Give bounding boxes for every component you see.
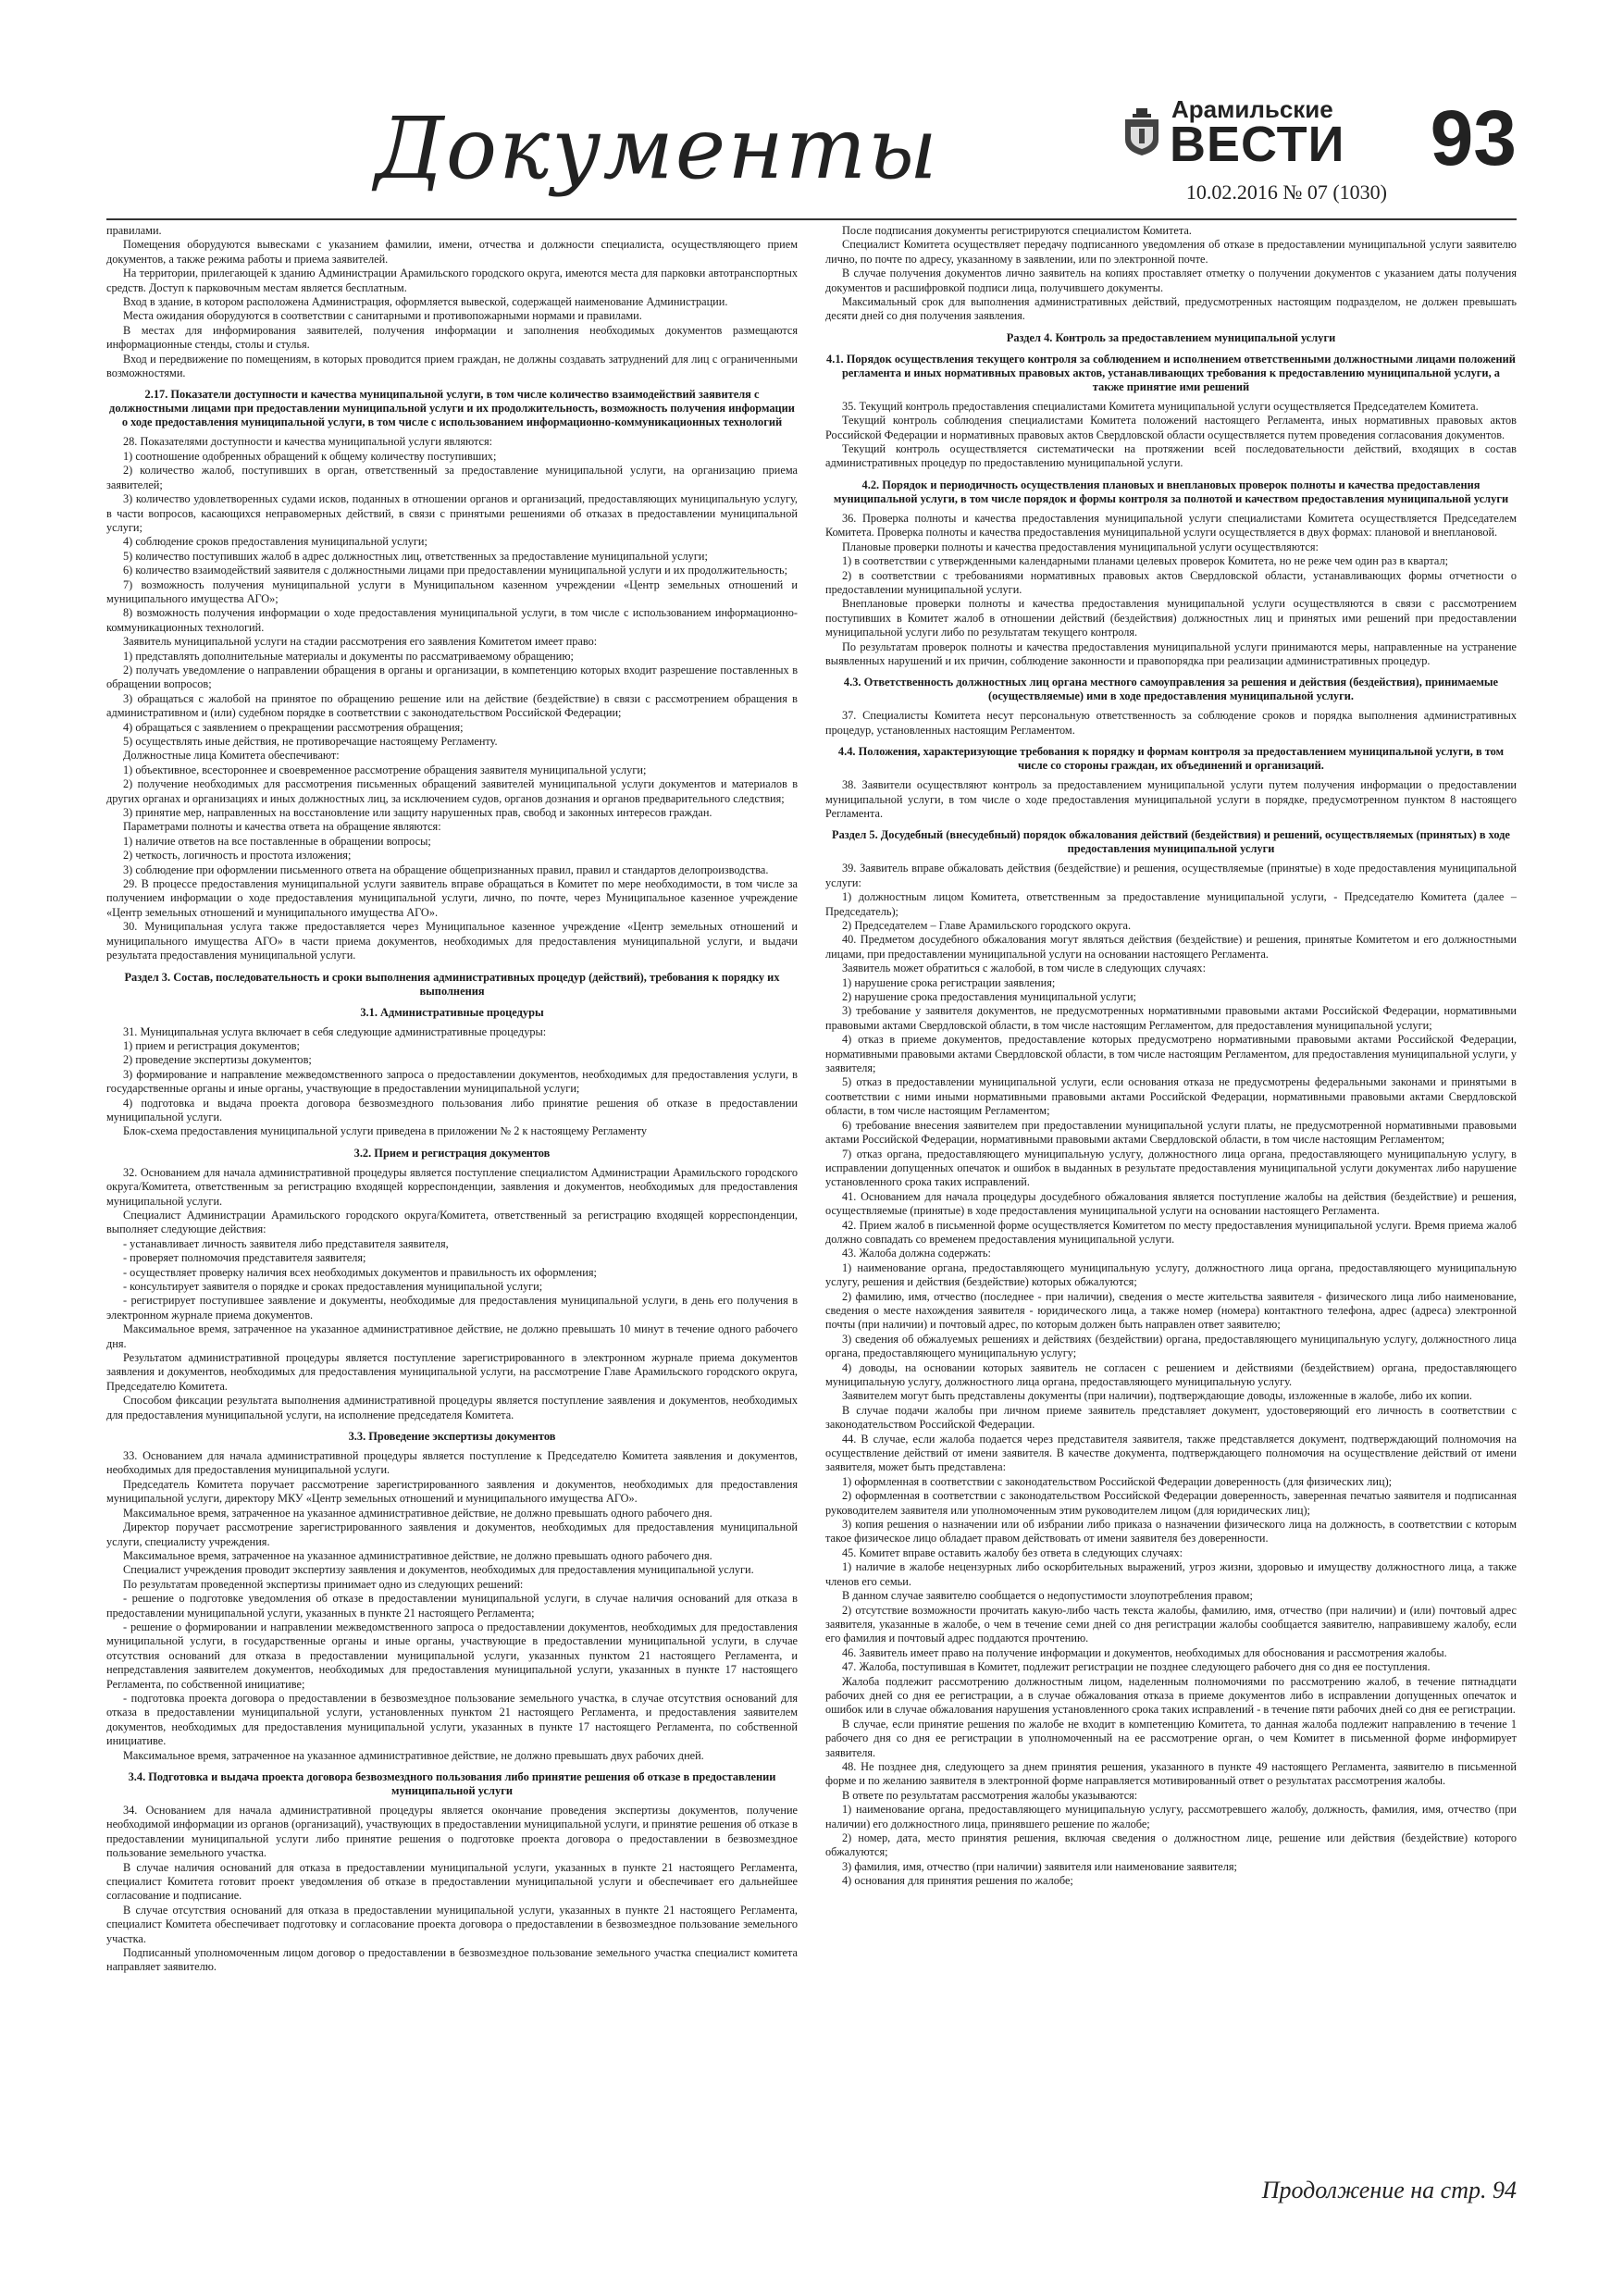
right-column-paragraph: Внеплановые проверки полноты и качества предоставления муниципальной услуги осуществляются в связи с рассмотрением поступивших в Комитет жалоб в отношении действий (бездействия) должностных лиц и принятых ими решений при предоставлении муниципальной услуги либо по результатам текущего контроля. — [825, 597, 1517, 639]
right-column-heading: Раздел 5. Досудебный (внесудебный) порядок обжалования действий (бездействия) и решений, осуществляемых (принятых) в ходе предоставления муниципальной услуги — [832, 828, 1510, 856]
right-column-paragraph: 3) фамилия, имя, отчество (при наличии) заявителя или наименование заявителя; — [842, 1859, 1237, 1873]
right-column-paragraph: 2) Председателем – Главе Арамильского городского округа. — [842, 919, 1132, 932]
left-column-paragraph: 3) соблюдение при оформлении письменного ответа на обращение общепризнанных правил, правил и стандартов делопроизводства. — [123, 863, 769, 876]
left-column-paragraph: 4) обращаться с заявлением о прекращении рассмотрения обращения; — [123, 720, 464, 734]
right-column-paragraph: В данном случае заявителю сообщается о недопустимости злоупотребления правом; — [842, 1589, 1253, 1603]
right-column-paragraph: 43. Жалоба должна содержать: — [842, 1247, 991, 1260]
left-column-paragraph: 2) получение необходимых для рассмотрения письменных обращений заявителей муниципальной услуги документов и материалов в других органах и организациях и иных должностных лиц, за исключением судов, органов дознания и органов предварительного следствия; — [106, 777, 798, 805]
left-column-paragraph: - подготовка проекта договора о предоставлении в безвозмездное пользование земельного участка, в случае отсутствия оснований для отказа в предоставлении муниципальной услуги, установленных пунктом 21 настоящего Регламента, и предоставления заявителем документов, необходимых для предоставления муниципальной услуги, указанных в пункте 17 настоящего Регламента, по собственной инициативе. — [106, 1691, 798, 1748]
left-column-paragraph: Результатом административной процедуры является поступление зарегистрированного в электронном журнале приема документов заявления и документов, необходимых для предоставления муниципальной услуги, на рассмотрение Главе Арамильского городского округа, Председателю Комитета. — [106, 1351, 798, 1393]
right-column-paragraph: 2) отсутствие возможности прочитать какую-либо часть текста жалобы, фамилию, имя, отчество (при наличии) и (или) почтовый адрес заявителя, указанные в жалобе, о чем в течение семи дней со дня регистрации жалобы сообщается заявителю, направившему жалобу, если его фамилия и почтовый адрес поддаются прочтению. — [825, 1603, 1517, 1645]
left-column-paragraph: 4) подготовка и выдача проекта договора безвозмездного пользования либо принятие решения об отказе в предоставлении муниципальной услуги. — [106, 1096, 798, 1123]
left-column-paragraph: 2) получать уведомление о направлении обращения в органы и организации, в компетенцию которых входит разрешение поставленных в обращении вопросов; — [106, 663, 798, 691]
right-column-paragraph: 7) отказ органа, предоставляющего муниципальную услугу, должностного лица органа, предоставляющего муниципальную услугу, в исправлении допущенных опечаток и ошибок в выданных в результате предоставления муниципальной услуги документах либо нарушение установленного срока таких исправлений. — [825, 1147, 1517, 1189]
left-column-paragraph: 31. Муниципальная услуга включает в себя следующие административные процедуры: — [123, 1024, 547, 1038]
left-column-paragraph: По результатам проведенной экспертизы принимает одно из следующих решений: — [123, 1577, 524, 1591]
left-column-paragraph: 2) количество жалоб, поступивших в орган, ответственный за предоставление муниципальной услуги, на организацию приема заявителей; — [106, 464, 798, 491]
right-column-paragraph: 47. Жалоба, поступившая в Комитет, подлежит регистрации не позднее следующего рабочего дня со дня ее поступления. — [842, 1660, 1431, 1674]
left-column-paragraph: Максимальное время, затраченное на указанное административное действие, не должно превышать одного рабочего дня. — [123, 1548, 712, 1562]
right-column-paragraph: 46. Заявитель имеет право на получение информации и документов, необходимых для обоснования и рассмотрения жалобы. — [842, 1645, 1447, 1659]
left-column-paragraph: Специалист учреждения проводит экспертизу заявления и документов, необходимых для предоставления муниципальной услуги. — [123, 1563, 754, 1577]
left-column-heading: 2.17. Показатели доступности и качества муниципальной услуги, в том числе количество взаимодействий заявителя с должностными лицами при предоставлении муниципальной услуги и их продолжительность, возможность получения информации о ходе предоставления муниципальной услуги, в том числе с использованием информационно-коммуникационных технологий — [109, 388, 795, 429]
left-column-paragraph: В местах для информирования заявителей, получения информации и заполнения необходимых документов размещаются информационные стенды, столы и стулья. — [106, 323, 798, 352]
left-column-paragraph: 29. В процессе предоставления муниципальной услуги заявитель вправе обращаться в Комитет по мере необходимости, в том числе за получением информации о ходе предоставления муниципальной услуги, лично, по почте, через Муниципальное казенное учреждение «Центр земельных отношений и муниципального имущества АГО». — [106, 877, 798, 919]
left-column-paragraph: - устанавливает личность заявителя либо представителя заявителя, — [123, 1236, 449, 1250]
logo-title-top: Арамильские — [1171, 95, 1333, 123]
right-column-paragraph: Заявителем могут быть представлены документы (при наличии), подтверждающие доводы, изложенные в жалобе, либо их копии. — [842, 1389, 1472, 1403]
left-column-paragraph: 30. Муниципальная услуга также предоставляется через Муниципальное казенное учреждение «Центр земельных отношений и муниципального имущества АГО» в части приема документов, необходимых для предоставления муниципальной услуги, и выдачи результата предоставления муниципальной услуги. — [106, 920, 798, 962]
right-column-paragraph: В ответе по результатам рассмотрения жалобы указываются: — [842, 1788, 1138, 1802]
right-column-paragraph: 42. Прием жалоб в письменной форме осуществляется Комитетом по месту предоставления муниципальной услуги. Время приема жалоб должно совпадать со временем предоставления муниципальной услуги. — [825, 1218, 1517, 1246]
right-column-heading: 4.2. Порядок и периодичность осуществления плановых и внеплановых проверок полноты и качества предоставления муниципальной услуги, в том числе порядок и формы контроля за полнотой и качеством предоставления муниципальной услуги — [833, 478, 1509, 505]
left-column-paragraph: Подписанный уполномоченным лицом договор о предоставлении в безвозмездное пользование земельного участка специалист комитета направляет заявителю. — [106, 1946, 798, 1974]
left-column-heading: 3.2. Прием и регистрация документов — [353, 1146, 551, 1160]
left-column-paragraph: 1) прием и регистрация документов; — [123, 1038, 300, 1052]
right-column-paragraph: 40. Предметом досудебного обжалования могут являться действия (бездействие) и решения, принятые Комитетом и его должностными лицами, при предоставлении муниципальной услуги на основании настоящего Регламента. — [825, 933, 1517, 961]
right-column-heading: Раздел 4. Контроль за предоставлением муниципальной услуги — [1006, 330, 1336, 344]
left-column-paragraph: Директор поручает рассмотрение зарегистрированного заявления и документов, необходимых для предоставления муниципальной услуги, специалисту учреждения. — [106, 1520, 798, 1548]
left-column-paragraph: 5) осуществлять иные действия, не противоречащие настоящему Регламенту. — [123, 735, 498, 748]
right-column-paragraph: 2) нарушение срока предоставления муниципальной услуги; — [842, 990, 1136, 1004]
right-column-paragraph: 1) наличие в жалобе нецензурных либо оскорбительных выражений, угроз жизни, здоровью и имуществу должностного лица, а также членов его семьи. — [825, 1560, 1517, 1588]
right-column-paragraph: 6) требование внесения заявителем при предоставлении муниципальной услуги платы, не предусмотренной нормативными правовыми актами Российской Федерации, нормативными правовыми актами Свердловской области, в том числе настоящим Регламентом; — [825, 1118, 1517, 1147]
right-column — [825, 224, 1517, 2158]
left-column-paragraph: 1) объективное, всестороннее и своевременное рассмотрение обращения заявителя муниципальной услуги; — [123, 763, 647, 776]
right-column-paragraph: 41. Основанием для начала процедуры досудебного обжалования является поступление жалобы на действия (бездействие) и решения, осуществляемые (принятые) в ходе предоставления муниципальной услуги на основании настоящего Регламента. — [825, 1189, 1517, 1218]
right-column-paragraph: 39. Заявитель вправе обжаловать действия (бездействие) и решения, осуществляемые (принятые) в ходе предоставления муниципальной услуги: — [825, 862, 1517, 889]
right-column-heading: 4.3. Ответственность должностных лиц органа местного самоуправления за решения и действия (бездействия), принимаемые (осуществляемые) ими в ходе предоставления муниципальной услуги. — [843, 676, 1499, 703]
left-column-paragraph: 33. Основанием для начала административной процедуры является поступление к Председателю Комитета заявления и документов, необходимых для предоставления муниципальной услуги. — [106, 1449, 798, 1477]
left-column-paragraph: 3) формирование и направление межведомственного запроса о предоставлении документов, необходимых для предоставления услуги, в государственные органы и иные органы, участвующие в предоставлении муниципальной услуги; — [106, 1067, 798, 1096]
left-column-paragraph: Вход в здание, в котором расположена Администрация, оформляется вывеской, содержащей наименование Администрации. — [123, 295, 728, 309]
left-column-paragraph: Места ожидания оборудуются в соответствии с санитарными и противопожарными нормами и правилами. — [123, 309, 642, 323]
right-column-paragraph: 1) оформленная в соответствии с законодательством Российской Федерации доверенность (для физических лиц); — [842, 1474, 1393, 1488]
right-column-heading: 4.4. Положения, характеризующие требования к порядку и формам контроля за предоставлением муниципальной услуги, в том числе со стороны граждан, их объединений и организаций. — [837, 745, 1505, 773]
left-column-paragraph: 2) четкость, логичность и простота изложения; — [123, 849, 352, 863]
right-column-paragraph: 45. Комитет вправе оставить жалобу без ответа в следующих случаях: — [842, 1545, 1183, 1559]
left-column-paragraph: 1) представлять дополнительные материалы и документы по рассматриваемому обращению; — [123, 649, 574, 663]
left-column-paragraph: - проверяет полномочия представителя заявителя; — [123, 1251, 366, 1265]
right-column-paragraph: Текущий контроль соблюдения специалистами Комитета положений настоящего Регламента, иных нормативных правовых актов Российской Федерации и нормативных правовых актов Свердловской области осуществляется путем проведения согласования документов. — [825, 414, 1517, 441]
left-column-heading: 3.4. Подготовка и выдача проекта договора безвозмездного пользования либо принятие решения об отказе в предоставлении муниципальной услуги — [128, 1770, 776, 1797]
right-column-paragraph: 4) основания для принятия решения по жалобе; — [842, 1874, 1073, 1888]
left-column-paragraph: Специалист Администрации Арамильского городского округа/Комитета, ответственный за регистрацию входящей корреспонденции, выполняет следующие действия: — [106, 1208, 798, 1236]
left-column-paragraph: Блок-схема предоставления муниципальной услуги приведена в приложении № 2 к настоящему Регламенту — [123, 1124, 648, 1138]
right-column-paragraph: Специалист Комитета осуществляет передачу подписанного уведомления об отказе в предоставлении муниципальной услуги заявителю лично, по почте по адресу, указанному в заявлении, или по электронной почте. — [825, 238, 1517, 266]
left-column-paragraph: - решение о подготовке уведомления об отказе в предоставлении муниципальной услуги, в случае наличия оснований для отказа в предоставлении муниципальной услуги, указанных в пункте 21 настоящего Регламента; — [106, 1592, 798, 1620]
left-column-paragraph: 1) соотношение одобренных обращений к общему количеству поступивших; — [123, 449, 497, 463]
right-column-heading: 4.1. Порядок осуществления текущего контроля за соблюдением и исполнением ответственными должностными лицами положений регламента и иных нормативных правовых актов, устанавливающих требования к предоставлению муниципальной услуги, а также принятие ими решений — [826, 352, 1516, 393]
left-column-paragraph: 6) количество взаимодействий заявителя с должностными лицами при предоставлении муниципальной услуги и их продолжительность; — [123, 564, 787, 577]
right-column-paragraph: После подписания документы регистрируются специалистом Комитета. — [842, 224, 1192, 237]
left-column-paragraph: 34. Основанием для начала административной процедуры является окончание проведения экспертизы документов, получение необходимой информации из органов (организаций), участвующих в предоставлении муниципальной услуги, и принятие решения об отказе в предоставлении муниципальной услуги либо принятие решения о подготовке проекта договора о предоставлении в безвозмездное пользование земельного участка. — [106, 1804, 798, 1860]
right-column-paragraph: 4) доводы, на основании которых заявитель не согласен с решением и действиями (бездействием) органа, предоставляющего муниципальную услугу, должностного лица органа, предоставляющего муниципальную услугу. — [825, 1360, 1517, 1388]
continuation-note: Продолжение на стр. 94 — [1261, 2177, 1517, 2203]
left-column-paragraph: На территории, прилегающей к зданию Администрации Арамильского городского округа, имеются места для парковки автотранспортных средств. Доступ к парковочным местам является бесплатным. — [106, 267, 798, 294]
right-column-paragraph: 1) в соответствии с утвержденными календарными планами целевых проверок Комитета, но не реже чем один раз в квартал; — [842, 554, 1449, 568]
left-column-paragraph: Параметрами полноты и качества ответа на обращение являются: — [123, 820, 441, 834]
header-rule — [106, 218, 1517, 220]
left-column-paragraph: Вход и передвижение по помещениям, в которых проводится прием граждан, не должны создавать затруднений для лиц с ограниченными возможностями. — [106, 352, 798, 380]
right-column-paragraph: 48. Не позднее дня, следующего за днем принятия решения, указанного в пункте 49 настоящего Регламента, заявителю в письменной форме и по желанию заявителя в электронной форме направляется мотивированный ответ о результатах рассмотрения жалобы. — [825, 1759, 1517, 1788]
right-column-paragraph: 38. Заявители осуществляют контроль за предоставлением муниципальной услуги путем получения информации о предоставлении муниципальной услуги, в том числе о ходе предоставления муниципальной услуги в порядке, предусмотренном пунктом 8 настоящего Регламента. — [825, 778, 1517, 820]
right-column-paragraph: 36. Проверка полноты и качества предоставления муниципальной услуги специалистами Комитета осуществляется Председателем Комитета. Проверка полноты и качества предоставления муниципальной услуги осуществляется в двух формах: плановой и внеплановой. — [825, 511, 1517, 540]
newspaper-logo — [1123, 88, 1382, 190]
right-column-paragraph: 1) нарушение срока регистрации заявления; — [842, 975, 1056, 989]
left-column-paragraph: Председатель Комитета поручает рассмотрение зарегистрированного заявления и документов, необходимых для предоставления муниципальной услуги, директору МКУ «Центр земельных отношений и муниципального имущества АГО». — [106, 1477, 798, 1506]
masthead — [106, 88, 1517, 213]
left-column-paragraph: 3) обращаться с жалобой на принятое по обращению решение или на действие (бездействие) в связи с рассмотрением обращения в административном и (или) судебном порядке в соответствии с законодательством Российской Федерации; — [106, 691, 798, 720]
left-column-paragraph: 7) возможность получения муниципальной услуги в Муниципальном казенном учреждении «Центр земельных отношений и муниципального имущества АГО»; — [106, 577, 798, 605]
left-column-paragraph: - регистрирует поступившее заявление и документы, необходимые для предоставления муниципальной услуги, в день его получения в электронном журнале приема документов. — [106, 1294, 798, 1322]
page-number: 93 — [1430, 94, 1517, 181]
right-column-paragraph: 3) сведения об обжалуемых решениях и действиях (бездействии) органа, предоставляющего муниципальную услугу, должностного лица органа, предоставляющего муниципальную услугу; — [825, 1332, 1517, 1360]
right-column-paragraph: 35. Текущий контроль предоставления специалистами Комитета муниципальной услуги осуществляется Председателем Комитета. — [842, 399, 1479, 413]
right-column-paragraph: В случае подачи жалобы при личном приеме заявитель представляет документ, удостоверяющий его личность в соответствии с законодательством Российской Федерации. — [825, 1403, 1517, 1432]
left-column-paragraph: В случае наличия оснований для отказа в предоставлении муниципальной услуги, указанных в пункте 21 настоящего Регламента, специалист Комитета готовит проект уведомления об отказе в предоставлении муниципальной услуги и обеспечивает его дальнейшее согласование и подписание. — [106, 1860, 798, 1903]
right-column-paragraph: 44. В случае, если жалоба подается через представителя заявителя, также представляется документ, подтверждающий полномочия на осуществление действий от имени заявителя. В качестве документа, подтверждающего полномочия на осуществление действий от имени заявителя, может быть представлена: — [825, 1432, 1517, 1474]
right-column-paragraph: 1) должностным лицом Комитета, ответственным за предоставление муниципальной услуги, - Председателю Комитета (далее – Председатель); — [825, 890, 1517, 918]
left-column-paragraph: 2) проведение экспертизы документов; — [123, 1053, 312, 1067]
left-column-paragraph: Максимальное время, затраченное на указанное административное действие, не должно превышать двух рабочих дней. — [123, 1748, 704, 1762]
left-column-heading: 3.1. Административные процедуры — [360, 1005, 544, 1019]
left-column-paragraph: правилами. — [106, 224, 162, 237]
section-title: Документы — [375, 99, 939, 198]
right-column-paragraph: В случае, если принятие решения по жалобе не входит в компетенцию Комитета, то данная жалоба подлежит направлению в течение 1 рабочего дня со дня ее регистрации в уполномоченный на ее рассмотрение орган, о чем Комитет в письменной форме информирует заявителя. — [825, 1717, 1517, 1759]
left-column-heading: Раздел 3. Состав, последовательность и сроки выполнения административных процедур (действий), требования к порядку их выполнения — [124, 970, 780, 998]
right-column-paragraph: 2) фамилию, имя, отчество (последнее - при наличии), сведения о месте жительства заявителя - физического лица либо наименование, сведения о месте нахождения заявителя - юридического лица, а также номер (номера) контактного телефона, адрес (адреса) электронной почты (при наличии) и почтовый адрес, по которым должен быть направлен ответ заявителю; — [825, 1289, 1517, 1332]
left-column-paragraph: Заявитель муниципальной услуги на стадии рассмотрения его заявления Комитетом имеет право: — [123, 635, 598, 649]
right-column-paragraph: 1) наименование органа, предоставляющего муниципальную услугу, должностного лица органа, предоставляющего муниципальную услугу, решения и действия (бездействие) которых обжалуются; — [825, 1260, 1517, 1289]
right-column-paragraph: 4) отказ в приеме документов, предоставление которых предусмотрено нормативными правовыми актами Российской Федерации, нормативными правовыми актами Свердловской области, в том числе настоящим Регламентом, для предоставления муниципальной услуги, у заявителя; — [825, 1033, 1517, 1075]
left-column-paragraph: - консультирует заявителя о порядке и сроках предоставления муниципальной услуги; — [123, 1280, 543, 1293]
left-column-paragraph: 5) количество поступивших жалоб в адрес должностных лиц, ответственных за предоставление муниципальной услуги; — [123, 549, 708, 563]
right-column-paragraph: В случае получения документов лично заявитель на копиях проставляет отметку о получении документов с указанием даты получения документов и расшифровкой подписи лица, получившего документы. — [825, 267, 1517, 294]
left-column-paragraph: 32. Основанием для начала административной процедуры является поступление специалистом Администрации Арамильского городского округа/Комитета, ответственным за регистрацию входящей корреспонденции, заявления и документов, необходимых для предоставления муниципальной услуги. — [106, 1165, 798, 1208]
left-column-paragraph: 28. Показателями доступности и качества муниципальной услуги являются: — [123, 435, 493, 449]
left-column-paragraph: 8) возможность получения информации о ходе предоставления муниципальной услуги, в том числе с использованием информационно-коммуникационных технологий. — [106, 606, 798, 634]
left-column-paragraph: - решение о формировании и направлении межведомственного запроса о предоставлении документов, необходимых для предоставления муниципальной услуги, в государственные органы и иные органы, участвующие в предоставлении муниципальной услуги, в случае отсутствия оснований для отказа в предоставлении муниципальной услуги, указанных пунктом 21 настоящего Регламента, и непредставления заявителем документов, необходимых для предоставления муниципальной услуги, указанных в пункте 17 настоящего Регламента, по собственной инициативе; — [106, 1620, 798, 1691]
left-column-paragraph: 3) принятие мер, направленных на восстановление или защиту нарушенных прав, свобод и законных интересов граждан. — [123, 806, 712, 820]
issue-date-number: 10.02.2016 № 07 (1030) — [1185, 180, 1387, 204]
right-column-paragraph: 3) копия решения о назначении или об избрании либо приказа о назначении физического лица на должность, в соответствии с которым такое физическое лицо обладает правом действовать от имени заявителя без доверенности. — [825, 1518, 1517, 1545]
right-column-paragraph: Заявитель может обратиться с жалобой, в том числе в следующих случаях: — [842, 962, 1207, 975]
coat-of-arms-icon — [1123, 108, 1160, 156]
left-column-paragraph: Должностные лица Комитета обеспечивают: — [123, 749, 340, 763]
left-column-paragraph: 1) наличие ответов на все поставленные в обращении вопросы; — [123, 834, 431, 848]
right-column-paragraph: 2) в соответствии с требованиями нормативных правовых актов Свердловской области, устанавливающих формы отчетности о предоставлении муниципальной услуги. — [825, 568, 1517, 596]
right-column-paragraph: 1) наименование органа, предоставляющего муниципальную услугу, рассмотревшего жалобу, должность, фамилия, имя, отчество (при наличии) его должностного лица, принявшего решение по жалобе; — [825, 1803, 1517, 1831]
right-column-paragraph: 2) оформленная в соответствии с законодательством Российской Федерации доверенность, заверенная печатью заявителя и подписанная руководителем заявителя или уполномоченным этим руководителем лицом (для юридических лиц); — [825, 1489, 1517, 1517]
right-column-paragraph: Плановые проверки полноты и качества предоставления муниципальной услуги осуществляются: — [842, 540, 1319, 553]
right-column-paragraph: 2) номер, дата, место принятия решения, включая сведения о должностном лице, решение или действия (бездействие) которого обжалуются; — [825, 1831, 1517, 1859]
left-column-paragraph: Максимальное время, затраченное на указанное административное действие, не должно превышать 10 минут в течение одного рабочего дня. — [106, 1322, 798, 1350]
left-column-paragraph: В случае отсутствия оснований для отказа в предоставлении муниципальной услуги, указанных в пункте 21 настоящего Регламента, специалист Комитета обеспечивает подготовку и согласование проекта договора о предоставлении в безвозмездное пользование земельного участка. — [106, 1903, 798, 1945]
right-column-paragraph: 5) отказ в предоставлении муниципальной услуги, если основания отказа не предусмотрены федеральными законами и принятыми в соответствии с ними иными нормативными правовыми актами Российской Федерации, нормативными правовыми актами Свердловской области, в том числе настоящим Регламентом; — [825, 1075, 1517, 1118]
right-column-paragraph: 37. Специалисты Комитета несут персональную ответственность за соблюдение сроков и порядка выполнения административных процедур, установленных настоящим Регламентом. — [825, 709, 1517, 737]
left-column-paragraph: Помещения оборудуются вывесками с указанием фамилии, имени, отчества и должности специалиста, осуществляющего прием документов, а также режима работы и приема заявителей. — [106, 238, 798, 266]
right-column-paragraph: 3) требование у заявителя документов, не предусмотренных нормативными правовыми актами Российской Федерации, нормативными правовыми актами Свердловской области, в том числе настоящим Регламентом, для предоставления муниципальной услуги; — [825, 1004, 1517, 1032]
right-column-paragraph: Текущий контроль осуществляется систематически на протяжении всей последовательности действий, входящих в состав административных процедур по предоставлению муниципальной услуги. — [825, 442, 1517, 470]
left-column-paragraph: Способом фиксации результата выполнения административной процедуры является поступление заявления и документов, необходимых для предоставления муниципальной услуги, на исполнение председателя Комитета. — [106, 1394, 798, 1421]
logo-title-main: ВЕСТИ — [1170, 117, 1345, 172]
left-column-heading: 3.3. Проведение экспертизы документов — [348, 1430, 556, 1444]
right-column-paragraph: По результатам проверок полноты и качества предоставления муниципальной услуги принимаются меры, направленные на устранение выявленных нарушений и их причин, соблюдение законности и правопорядка при реализации административных процедур. — [825, 639, 1517, 667]
left-column-paragraph: 3) количество удовлетворенных судами исков, поданных в отношении органов и организаций, предоставляющих муниципальную услугу, в части вопросов, касающихся неправомерных действий, в связи с принятыми решениями об отказах в предоставлении муниципальной услуги; — [106, 492, 798, 534]
left-column-paragraph: - осуществляет проверку наличия всех необходимых документов и правильность их оформления; — [123, 1265, 597, 1279]
left-column-paragraph: 4) соблюдение сроков предоставления муниципальной услуги; — [123, 535, 427, 549]
right-column-paragraph: Жалоба подлежит рассмотрению должностным лицом, наделенным полномочиями по рассмотрению жалоб, в течение пятнадцати рабочих дней со дня ее регистрации, а в случае обжалования отказа в приеме документов либо в исправлении допущенных опечаток и ошибок или в случае обжалования нарушения установленного срока таких исправлений - в течение пяти рабочих дней со дня ее регистрации. — [825, 1674, 1517, 1717]
right-column-paragraph: Максимальный срок для выполнения административных действий, предусмотренных настоящим подразделом, не должен превышать десяти дней со дня получения заявления. — [825, 295, 1517, 323]
left-column-paragraph: Максимальное время, затраченное на указанное административное действие, не должно превышать одного рабочего дня. — [123, 1506, 712, 1520]
left-column — [106, 224, 798, 2158]
article-columns — [106, 224, 1517, 2158]
